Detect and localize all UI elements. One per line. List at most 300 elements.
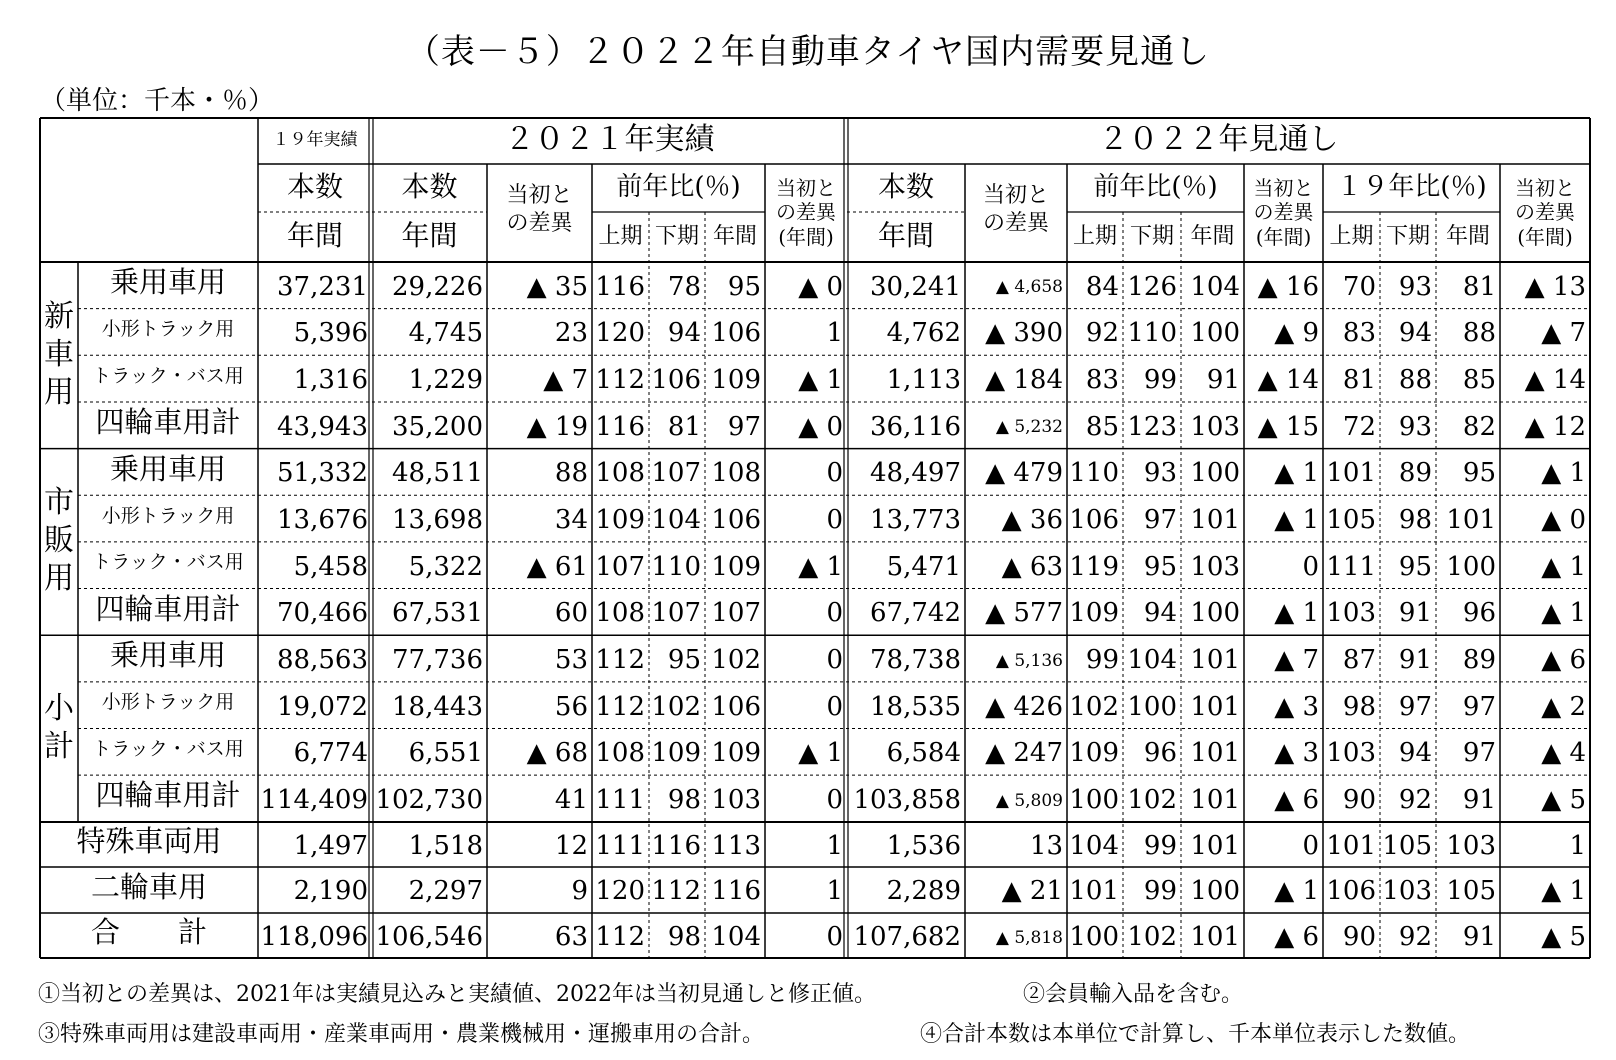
- table-cell: 101: [1069, 876, 1119, 907]
- table-cell: ▲ 1: [798, 551, 843, 582]
- table-cell: 1: [826, 830, 843, 861]
- table-cell: ▲ 0: [1541, 505, 1586, 536]
- table-cell: 107,682: [853, 921, 961, 952]
- table-cell: 97: [1462, 738, 1496, 769]
- table-cell: 78,738: [870, 645, 961, 675]
- table-cell: 102: [1127, 921, 1177, 952]
- header-year: 年間: [1445, 223, 1490, 249]
- table-cell: 103: [711, 785, 761, 816]
- table-cell: 101: [1190, 830, 1240, 861]
- table-cell: 53: [554, 645, 588, 675]
- table-cell: 94: [1398, 738, 1432, 769]
- table-cell: 94: [667, 318, 701, 349]
- table-cell: ▲ 7: [543, 365, 588, 396]
- table-cell: 18,443: [392, 691, 483, 722]
- header-vs19: １９年比(％): [1336, 172, 1487, 203]
- table-cell: 1,518: [408, 830, 483, 861]
- table-cell: 0: [826, 691, 843, 722]
- table-cell: ▲ 577: [985, 598, 1063, 629]
- table-cell: 96: [1462, 598, 1496, 629]
- table-cell: ▲ 36: [1001, 505, 1063, 536]
- table-cell: 13,773: [870, 505, 961, 536]
- table-cell: ▲ 14: [1257, 365, 1319, 396]
- table-cell: 97: [727, 411, 761, 442]
- header-h2: 下期: [1385, 223, 1430, 249]
- table-cell: 94: [1398, 318, 1432, 349]
- table-cell: 109: [711, 365, 761, 396]
- table-cell: 99: [1143, 876, 1177, 907]
- table-cell: ▲ 61: [526, 551, 588, 582]
- header-19-actual: １９年実績: [272, 130, 358, 151]
- table-cell: 109: [1069, 598, 1119, 629]
- header-count: 本数: [401, 170, 458, 204]
- footnote-2: ②会員輸入品を含む。: [1023, 982, 1244, 1007]
- table-cell: 100: [1190, 876, 1240, 907]
- table-cell: 36,116: [870, 411, 961, 442]
- table-cell: ▲ 21: [1001, 876, 1063, 907]
- table-cell: 99: [1085, 645, 1119, 675]
- table-cell: 0: [1302, 551, 1319, 582]
- table-cell: 100: [1127, 691, 1177, 722]
- header-diff-annual: (年間): [1255, 224, 1312, 249]
- table-cell: 92: [1398, 785, 1432, 816]
- table-cell: ▲ 5,136: [995, 650, 1063, 671]
- table-cell: 56: [554, 691, 588, 722]
- table-cell: 104: [711, 921, 761, 952]
- table-cell: 91: [1462, 785, 1496, 816]
- table-cell: 5,396: [293, 318, 368, 349]
- header-diff-annual: の差異: [1253, 199, 1314, 224]
- header-diff-initial: 当初と: [982, 182, 1049, 208]
- table-cell: 110: [1127, 318, 1177, 349]
- table-cell: ▲ 5,818: [995, 927, 1063, 948]
- table-cell: 6,551: [408, 738, 483, 769]
- table-cell: 107: [595, 551, 645, 582]
- table-cell: 1,497: [293, 830, 368, 861]
- table-cell: 81: [667, 411, 701, 442]
- table-cell: ▲ 1: [1541, 598, 1586, 629]
- table-cell: 101: [1326, 458, 1376, 489]
- table-cell: ▲ 5,809: [995, 790, 1063, 811]
- table-cell: 18,535: [870, 691, 961, 722]
- header-diff-annual: 当初と: [776, 175, 836, 200]
- table-cell: 94: [1143, 598, 1177, 629]
- table-cell: ▲ 16: [1257, 271, 1319, 302]
- table-cell: 120: [595, 876, 645, 907]
- table-cell: 107: [651, 598, 701, 629]
- group-label-1: 車: [44, 336, 74, 372]
- header-count: 本数: [877, 170, 934, 204]
- table-cell: 91: [1398, 598, 1432, 629]
- footnote-3: ③特殊車両用は建設車両用・産業車両用・農業機械用・運搬車用の合計。: [38, 1022, 765, 1047]
- table-cell: 113: [711, 830, 761, 861]
- table-cell: ▲ 7: [1541, 318, 1586, 349]
- group-label-2: 市: [44, 485, 74, 521]
- table-cell: 87: [1342, 645, 1376, 675]
- table-cell: 106: [651, 365, 701, 396]
- table-cell: ▲ 184: [985, 365, 1063, 396]
- table-cell: ▲ 1: [1541, 876, 1586, 907]
- header-diff-annual: 当初と: [1515, 175, 1575, 200]
- row-label: 小形トラック用: [101, 504, 235, 527]
- table-cell: 103: [1190, 551, 1240, 582]
- footnote-4: ④合計本数は本単位で計算し、千本単位表示した数値。: [920, 1022, 1471, 1047]
- table-cell: 91: [1206, 365, 1240, 396]
- table-cell: 91: [1462, 921, 1496, 952]
- row-label: 小形トラック用: [101, 318, 235, 341]
- table-cell: 37,231: [277, 271, 368, 302]
- header-diff-annual: 当初と: [1253, 175, 1314, 200]
- table-cell: 91: [1398, 645, 1432, 675]
- table-cell: ▲ 1: [1274, 458, 1319, 489]
- row-label: トラック・バス用: [92, 737, 244, 760]
- table-cell: 105: [1326, 505, 1376, 536]
- table-cell: 107: [711, 598, 761, 629]
- table-cell: 9: [571, 876, 588, 907]
- table-cell: 106: [711, 505, 761, 536]
- table-cell: ▲ 479: [985, 458, 1063, 489]
- unit-label: （単位：千本・％）: [40, 86, 275, 116]
- row-label: 乗用車用: [109, 638, 226, 673]
- table-cell: 1: [826, 318, 843, 349]
- table-cell: 0: [826, 505, 843, 536]
- table-cell: 112: [595, 921, 645, 952]
- table-cell: ▲ 1: [1541, 551, 1586, 582]
- table-cell: 6,584: [886, 738, 961, 769]
- table-cell: 100: [1069, 921, 1119, 952]
- table-cell: 95: [1143, 551, 1177, 582]
- table-cell: 100: [1190, 458, 1240, 489]
- table-cell: ▲ 5: [1541, 785, 1586, 816]
- row-label: 合 計: [90, 915, 207, 950]
- table-cell: ▲ 390: [985, 318, 1063, 349]
- table-cell: 103: [1190, 411, 1240, 442]
- table-cell: ▲ 3: [1274, 691, 1319, 722]
- table-cell: 102: [1069, 691, 1119, 722]
- table-title: （表－５）２０２２年自動車タイヤ国内需要見通し: [405, 32, 1211, 72]
- table-cell: 106: [711, 691, 761, 722]
- group-label-3: 小: [44, 691, 74, 726]
- table-cell: ▲ 1: [1274, 876, 1319, 907]
- row-label: 四輪車用計: [95, 591, 241, 626]
- table-cell: 13,676: [277, 505, 368, 536]
- table-cell: 93: [1398, 271, 1432, 302]
- table-cell: 106: [711, 318, 761, 349]
- table-cell: 6,774: [293, 738, 368, 769]
- table-cell: 104: [1069, 830, 1119, 861]
- group-label-2: 販: [44, 523, 74, 559]
- table-cell: 0: [1302, 830, 1319, 861]
- table-cell: 48,511: [392, 458, 483, 489]
- header-diff-initial: 当初と: [506, 182, 573, 208]
- table-cell: 106,546: [375, 921, 483, 952]
- table-cell: 102: [651, 691, 701, 722]
- table-cell: 0: [826, 645, 843, 675]
- header-h1: 上期: [1072, 223, 1117, 249]
- table-cell: 85: [1085, 411, 1119, 442]
- table-cell: 2,190: [293, 876, 368, 907]
- table-cell: 1: [1569, 830, 1586, 861]
- table-cell: 92: [1085, 318, 1119, 349]
- table-cell: ▲ 0: [798, 271, 843, 302]
- header-yoy: 前年比(％): [1093, 172, 1218, 203]
- header-diff-annual: の差異: [776, 199, 836, 224]
- row-label: トラック・バス用: [92, 364, 244, 387]
- table-cell: 108: [595, 598, 645, 629]
- table-cell: ▲ 68: [526, 738, 588, 769]
- table-cell: 1: [826, 876, 843, 907]
- table-cell: 100: [1446, 551, 1496, 582]
- table-cell: ▲ 1: [1541, 458, 1586, 489]
- table-cell: 104: [651, 505, 701, 536]
- table-cell: 111: [595, 785, 645, 816]
- table-cell: 93: [1398, 411, 1432, 442]
- table-cell: 102: [711, 645, 761, 675]
- table-cell: ▲ 5: [1541, 921, 1586, 952]
- table-cell: 48,497: [870, 458, 961, 489]
- table-cell: ▲ 1: [1274, 505, 1319, 536]
- table-cell: 107: [651, 458, 701, 489]
- table-cell: 109: [595, 505, 645, 536]
- header-diff-initial: の差異: [982, 210, 1049, 236]
- table-cell: 93: [1143, 458, 1177, 489]
- table-cell: 35,200: [392, 411, 483, 442]
- table-cell: 123: [1127, 411, 1177, 442]
- table-cell: 103: [1326, 738, 1376, 769]
- header-h2: 下期: [654, 223, 699, 249]
- table-cell: 0: [826, 785, 843, 816]
- table-cell: ▲ 12: [1524, 411, 1586, 442]
- table-cell: 112: [651, 876, 701, 907]
- table-cell: 118,096: [260, 921, 368, 952]
- table-cell: 92: [1398, 921, 1432, 952]
- table-cell: ▲ 6: [1274, 785, 1319, 816]
- table-cell: 5,322: [408, 551, 483, 582]
- table-cell: 12: [554, 830, 588, 861]
- table-cell: 103: [1382, 876, 1432, 907]
- table-cell: 116: [711, 876, 761, 907]
- table-cell: ▲ 3: [1274, 738, 1319, 769]
- table-cell: ▲ 1: [798, 365, 843, 396]
- table-cell: 90: [1342, 785, 1376, 816]
- table-cell: 100: [1190, 318, 1240, 349]
- table-cell: 108: [711, 458, 761, 489]
- group-label-2: 用: [44, 561, 74, 597]
- table-cell: 116: [651, 830, 701, 861]
- table-cell: 96: [1143, 738, 1177, 769]
- table-cell: 88: [1462, 318, 1496, 349]
- table-cell: ▲ 4: [1541, 738, 1586, 769]
- table-cell: 82: [1462, 411, 1496, 442]
- table-cell: 108: [595, 458, 645, 489]
- table-cell: ▲ 1: [1274, 598, 1319, 629]
- header-diff-annual: (年間): [778, 224, 834, 249]
- table-cell: 41: [554, 785, 588, 816]
- table-cell: 67,742: [870, 598, 961, 629]
- table-cell: 72: [1342, 411, 1376, 442]
- table-cell: 60: [554, 598, 588, 629]
- table-cell: ▲ 13: [1524, 271, 1586, 302]
- table-cell: 88: [1398, 365, 1432, 396]
- table-cell: 85: [1462, 365, 1496, 396]
- table-cell: 95: [1398, 551, 1432, 582]
- table-cell: 1,536: [886, 830, 961, 861]
- table-cell: 70,466: [277, 598, 368, 629]
- table-cell: 106: [1326, 876, 1376, 907]
- table-cell: 98: [667, 785, 701, 816]
- table-cell: 5,458: [293, 551, 368, 582]
- table-cell: 97: [1462, 691, 1496, 722]
- table-cell: 89: [1462, 645, 1496, 675]
- group-label-3: 計: [44, 729, 74, 764]
- table-cell: 97: [1143, 505, 1177, 536]
- table-cell: 97: [1398, 691, 1432, 722]
- table-cell: 101: [1190, 691, 1240, 722]
- table-cell: 111: [1326, 551, 1376, 582]
- table-cell: 101: [1190, 505, 1240, 536]
- table-cell: 83: [1085, 365, 1119, 396]
- header-diff-annual: (年間): [1517, 224, 1573, 249]
- row-label: 特殊車両用: [76, 824, 222, 859]
- table-cell: 98: [667, 921, 701, 952]
- table-cell: 102,730: [375, 785, 483, 816]
- table-cell: 77,736: [392, 645, 483, 675]
- table-cell: 105: [1382, 830, 1432, 861]
- table-cell: 19,072: [277, 691, 368, 722]
- table-cell: ▲ 4,658: [995, 277, 1063, 298]
- table-cell: ▲ 0: [798, 411, 843, 442]
- table-cell: 81: [1342, 365, 1376, 396]
- table-cell: 111: [595, 830, 645, 861]
- table-cell: 103: [1446, 830, 1496, 861]
- table-cell: 109: [651, 738, 701, 769]
- table-cell: ▲ 6: [1274, 921, 1319, 952]
- table-cell: ▲ 1: [798, 738, 843, 769]
- table-cell: 101: [1190, 738, 1240, 769]
- header-h2: 下期: [1129, 223, 1174, 249]
- footnote-1: ①当初との差異は、2021年は実績見込みと実績値、2022年は当初見通しと修正値。: [38, 982, 876, 1007]
- header-annual: 年間: [877, 219, 934, 253]
- table-cell: 70: [1342, 271, 1376, 302]
- table-cell: 100: [1069, 785, 1119, 816]
- table-cell: 101: [1190, 785, 1240, 816]
- table-cell: 83: [1342, 318, 1376, 349]
- table-cell: 13,698: [392, 505, 483, 536]
- table-cell: 88,563: [277, 645, 368, 675]
- row-label: 四輪車用計: [95, 405, 241, 440]
- table-cell: 109: [1069, 738, 1119, 769]
- table-cell: 1,229: [408, 365, 483, 396]
- table-cell: 99: [1143, 365, 1177, 396]
- table-cell: 29,226: [392, 271, 483, 302]
- header-diff-annual: の差異: [1515, 199, 1575, 224]
- table-cell: ▲ 35: [526, 271, 588, 302]
- table-cell: 99: [1143, 830, 1177, 861]
- table-cell: ▲ 14: [1524, 365, 1586, 396]
- table-cell: 2,289: [886, 876, 961, 907]
- table-cell: 119: [1069, 551, 1119, 582]
- row-label: 二輪車用: [90, 869, 207, 904]
- table-cell: 43,943: [277, 411, 368, 442]
- table-cell: 84: [1085, 271, 1119, 302]
- row-label: 四輪車用計: [95, 778, 241, 813]
- table-cell: 1,316: [293, 365, 368, 396]
- table-cell: 13: [1029, 830, 1063, 861]
- table-cell: 103: [1326, 598, 1376, 629]
- table-cell: 104: [1190, 271, 1240, 302]
- table-cell: ▲ 7: [1274, 645, 1319, 675]
- table-cell: 5,471: [886, 551, 961, 582]
- table-cell: 67,531: [392, 598, 483, 629]
- table-cell: 112: [595, 645, 645, 675]
- table-cell: 101: [1190, 921, 1240, 952]
- table-cell: 0: [826, 921, 843, 952]
- table-cell: 112: [595, 691, 645, 722]
- table-cell: 0: [826, 598, 843, 629]
- table-cell: 34: [554, 505, 588, 536]
- table-cell: 98: [1398, 505, 1432, 536]
- header-yoy: 前年比(％): [616, 172, 741, 203]
- table-cell: 89: [1398, 458, 1432, 489]
- table-cell: 88: [554, 458, 588, 489]
- table-cell: 110: [1069, 458, 1119, 489]
- header-2021-actual: ２０２１年実績: [504, 122, 715, 158]
- table-cell: 109: [711, 738, 761, 769]
- header-h1: 上期: [598, 223, 643, 249]
- table-cell: 109: [711, 551, 761, 582]
- table-cell: 114,409: [260, 785, 368, 816]
- row-label: 乗用車用: [109, 265, 226, 300]
- header-annual: 年間: [401, 219, 458, 253]
- table-cell: ▲ 15: [1257, 411, 1319, 442]
- table-cell: 126: [1127, 271, 1177, 302]
- table-cell: 4,745: [408, 318, 483, 349]
- table-cell: 101: [1190, 645, 1240, 675]
- table-cell: 108: [595, 738, 645, 769]
- table-cell: 90: [1342, 921, 1376, 952]
- table-cell: 2,297: [408, 876, 483, 907]
- table-cell: 104: [1127, 645, 1177, 675]
- table-cell: 103,858: [853, 785, 961, 816]
- table-cell: ▲ 6: [1541, 645, 1586, 675]
- table-cell: 116: [595, 271, 645, 302]
- table-cell: ▲ 63: [1001, 551, 1063, 582]
- table-cell: 95: [727, 271, 761, 302]
- group-label-1: 新: [44, 298, 74, 334]
- header-year: 年間: [1190, 223, 1235, 249]
- header-annual: 年間: [286, 219, 343, 253]
- table-cell: 116: [595, 411, 645, 442]
- group-label-1: 用: [44, 374, 74, 410]
- table-cell: 105: [1446, 876, 1496, 907]
- table-cell: ▲ 247: [985, 738, 1063, 769]
- table-cell: 112: [595, 365, 645, 396]
- header-h1: 上期: [1329, 223, 1374, 249]
- table-cell: 0: [826, 458, 843, 489]
- header-2022-outlook: ２０２２年見通し: [1098, 122, 1339, 158]
- table-cell: 95: [1462, 458, 1496, 489]
- table-cell: ▲ 426: [985, 691, 1063, 722]
- table-cell: 98: [1342, 691, 1376, 722]
- table-cell: ▲ 19: [526, 411, 588, 442]
- table-cell: ▲ 2: [1541, 691, 1586, 722]
- row-label: 小形トラック用: [101, 691, 235, 714]
- row-label: 乗用車用: [109, 451, 226, 486]
- table-cell: ▲ 5,232: [995, 417, 1063, 438]
- table-cell: 100: [1190, 598, 1240, 629]
- table-cell: 1,113: [886, 365, 961, 396]
- table-cell: 101: [1446, 505, 1496, 536]
